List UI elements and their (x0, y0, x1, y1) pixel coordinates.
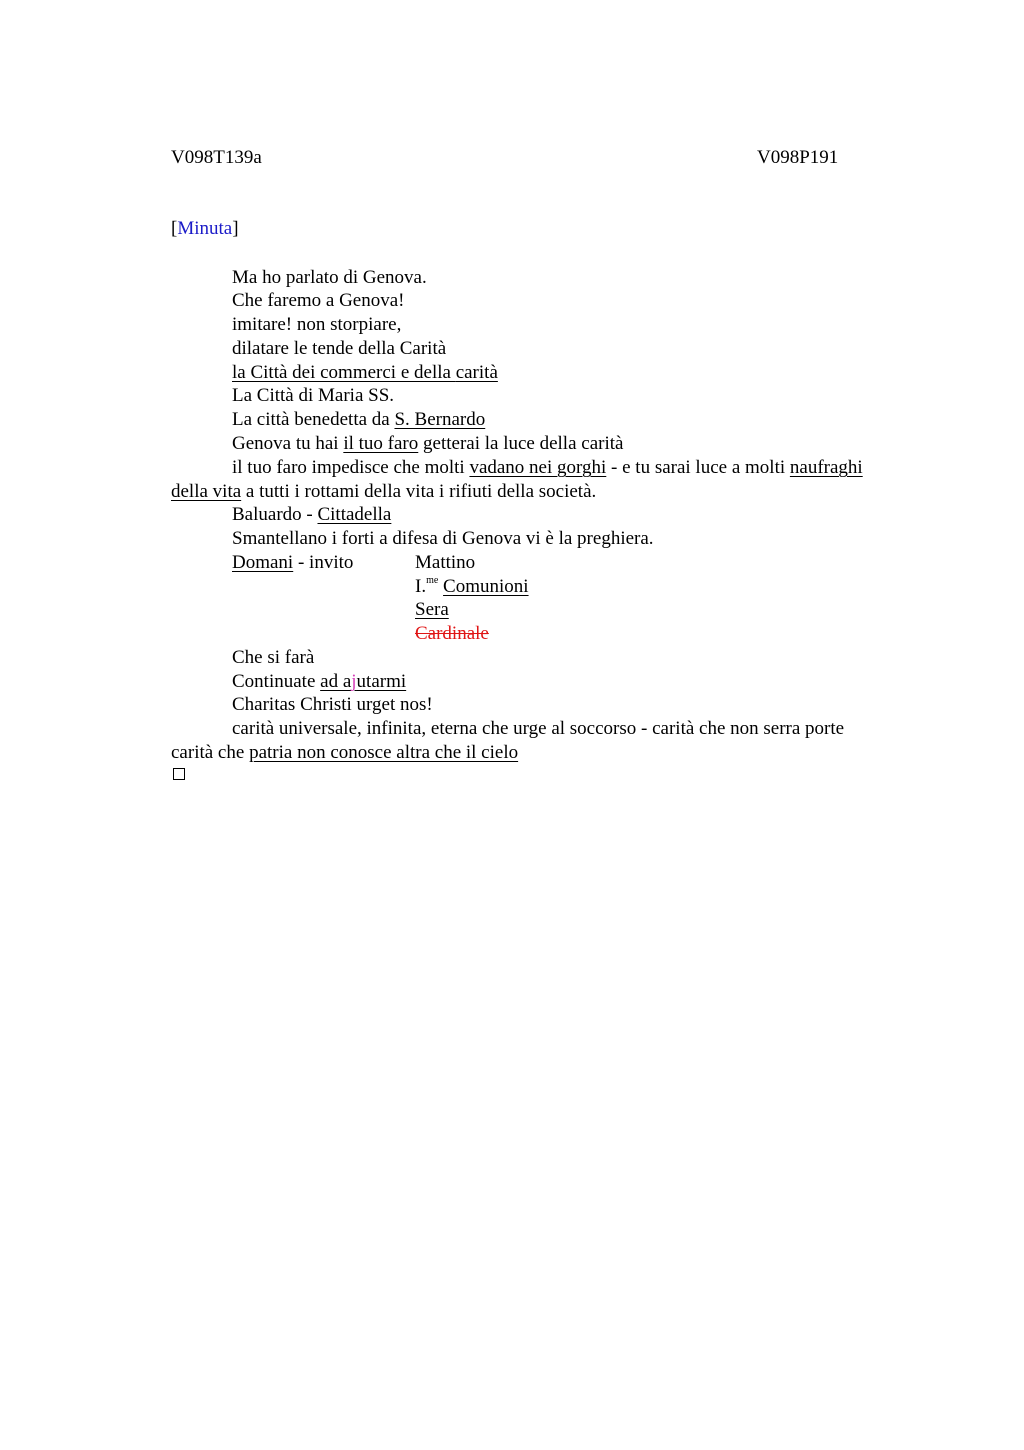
text-line: Ma ho parlato di Genova. (232, 267, 427, 288)
underlined-text: della vita (171, 481, 242, 502)
text-line: Domani - invito (232, 552, 354, 573)
bracket-close: ] (232, 218, 239, 239)
text-line: imitare! non storpiare, (232, 314, 402, 335)
document-type (171, 217, 239, 241)
underlined-text: vadano nei gorghi (469, 457, 607, 478)
document-code-left: V098T139a (171, 147, 262, 168)
schedule-item: Mattino (415, 552, 476, 573)
text-line: La città benedetta da S. Bernardo (232, 409, 486, 430)
schedule-item: I.$^{me}$ Comunioni (415, 575, 529, 597)
text-line: Che si farà (232, 647, 315, 668)
underlined-text: il tuo faro (343, 433, 419, 454)
text-line: Continuate ad ajutarmi (232, 671, 407, 692)
text-line: il tuo faro impedisce che molti vadano nei gorghi - e tu sarai luce a molti naufraghi (232, 457, 863, 478)
underlined-text: Sera (415, 599, 449, 620)
text-line: Genova tu hai il tuo faro getterai la luce della carità (232, 433, 624, 454)
text-line: Che faremo a Genova! (232, 290, 405, 311)
bracket-open: [ (171, 218, 178, 239)
text-line: La Città di Maria SS. (232, 385, 395, 406)
text-line: carità che patria non conosce altra che il cielo (171, 742, 519, 763)
underlined-text: Domani (232, 552, 294, 573)
struck-text: Cardinale (415, 623, 489, 644)
schedule-item (415, 598, 449, 622)
text-line: carità universale, infinita, eterna che urge al soccorso - carità che non serra porte (232, 718, 845, 739)
text-line: dilatare le tende della Carità (232, 338, 447, 359)
underlined-text: Comunioni (443, 576, 529, 597)
document-code-right: V098P191 (757, 147, 839, 168)
inserted-letter: j (351, 671, 357, 692)
text-line: Smantellano i forti a difesa di Genova vi è la preghiera. (232, 528, 654, 549)
text-line (232, 361, 498, 385)
underlined-text: S. Bernardo (394, 409, 486, 430)
text-line: della vita a tutti i rottami della vita i rifiuti della società. (171, 481, 597, 502)
schedule-item (415, 622, 489, 646)
underlined-text: Cittadella (317, 504, 392, 525)
underlined-text: carità (455, 362, 498, 383)
text-line: Baluardo - Cittadella (232, 504, 392, 525)
minuta-label: Minuta (177, 218, 233, 239)
underlined-text: naufraghi (789, 457, 863, 478)
underlined-text: la Città dei commerci e della (232, 362, 456, 383)
underlined-text: ad ajutarmi (320, 671, 407, 692)
end-marker-square-icon (173, 768, 185, 780)
underlined-text: patria non conosce altra che il cielo (249, 742, 519, 763)
text-line: Charitas Christi urget nos! (232, 694, 433, 715)
